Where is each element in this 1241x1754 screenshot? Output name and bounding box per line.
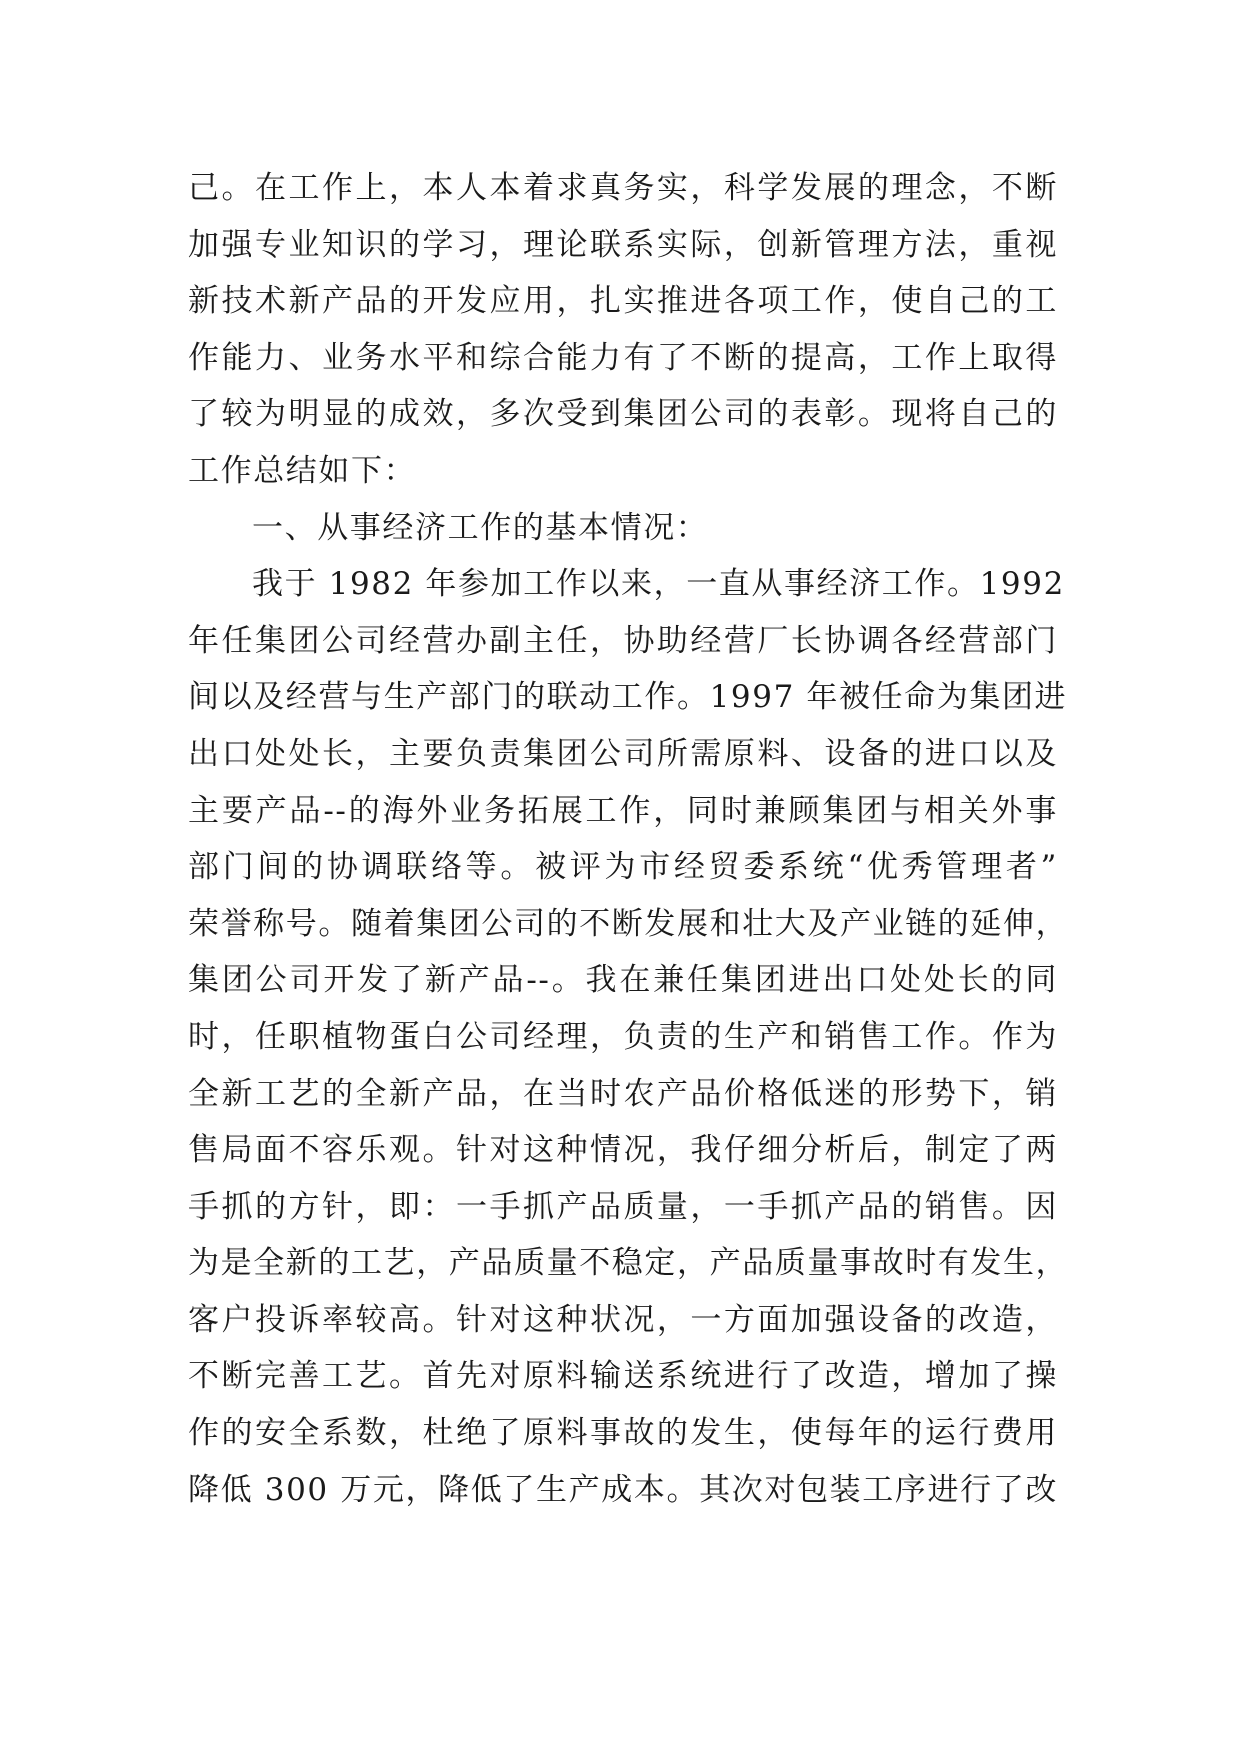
text-line: 荣誉称号。随着集团公司的不断发展和壮大及产业链的延伸， xyxy=(188,905,1069,942)
text-line: 加强专业知识的学习，理论联系实际，创新管理方法，重视 xyxy=(188,226,1058,263)
text-line: 主要产品--的海外业务拓展工作，同时兼顾集团与相关外事 xyxy=(188,792,1058,829)
text-line: 了较为明显的成效，多次受到集团公司的表彰。现将自己的 xyxy=(188,396,1058,433)
text-line: 售局面不容乐观。针对这种情况，我仔细分析后，制定了两 xyxy=(188,1132,1058,1169)
text-line: 间以及经营与生产部门的联动工作。1997 年被任命为集团进 xyxy=(188,679,1068,716)
text-line: 降低 300 万元，降低了生产成本。其次对包装工序进行了改 xyxy=(188,1471,1058,1508)
text-line: 客户投诉率较高。针对这种状况，一方面加强设备的改造， xyxy=(188,1301,1058,1338)
text-line: 不断完善工艺。首先对原料输送系统进行了改造，增加了操 xyxy=(188,1358,1058,1395)
text-line: 新技术新产品的开发应用，扎实推进各项工作，使自己的工 xyxy=(188,283,1058,320)
text-line: 我于 1982 年参加工作以来，一直从事经济工作。1992 xyxy=(252,566,1065,603)
text-line: 出口处处长，主要负责集团公司所需原料、设备的进口以及 xyxy=(188,735,1058,772)
text-line: 手抓的方针，即：一手抓产品质量，一手抓产品的销售。因 xyxy=(188,1188,1058,1225)
text-line: 工作总结如下： xyxy=(188,452,417,489)
text-line: 集团公司开发了新产品--。我在兼任集团进出口处处长的同 xyxy=(188,962,1058,999)
text-line: 全新工艺的全新产品，在当时农产品价格低迷的形势下，销 xyxy=(188,1075,1058,1112)
body-text xyxy=(188,160,1069,1518)
text-line: 作能力、业务水平和综合能力有了不断的提高，工作上取得 xyxy=(188,339,1058,376)
text-line: 己。在工作上，本人本着求真务实，科学发展的理念，不断 xyxy=(188,170,1058,206)
text-line: 时，任职植物蛋白公司经理，负责的生产和销售工作。作为 xyxy=(188,1018,1058,1055)
text-line: 年任集团公司经营办副主任，协助经营厂长协调各经营部门 xyxy=(188,622,1058,659)
text-line: 为是全新的工艺，产品质量不稳定，产品质量事故时有发生， xyxy=(188,1245,1069,1282)
text-line: 部门间的协调联络等。被评为市经贸委系统“优秀管理者” xyxy=(188,849,1058,886)
text-line: 作的安全系数，杜绝了原料事故的发生，使每年的运行费用 xyxy=(188,1415,1058,1452)
section-heading: 一、从事经济工作的基本情况： xyxy=(252,509,709,546)
